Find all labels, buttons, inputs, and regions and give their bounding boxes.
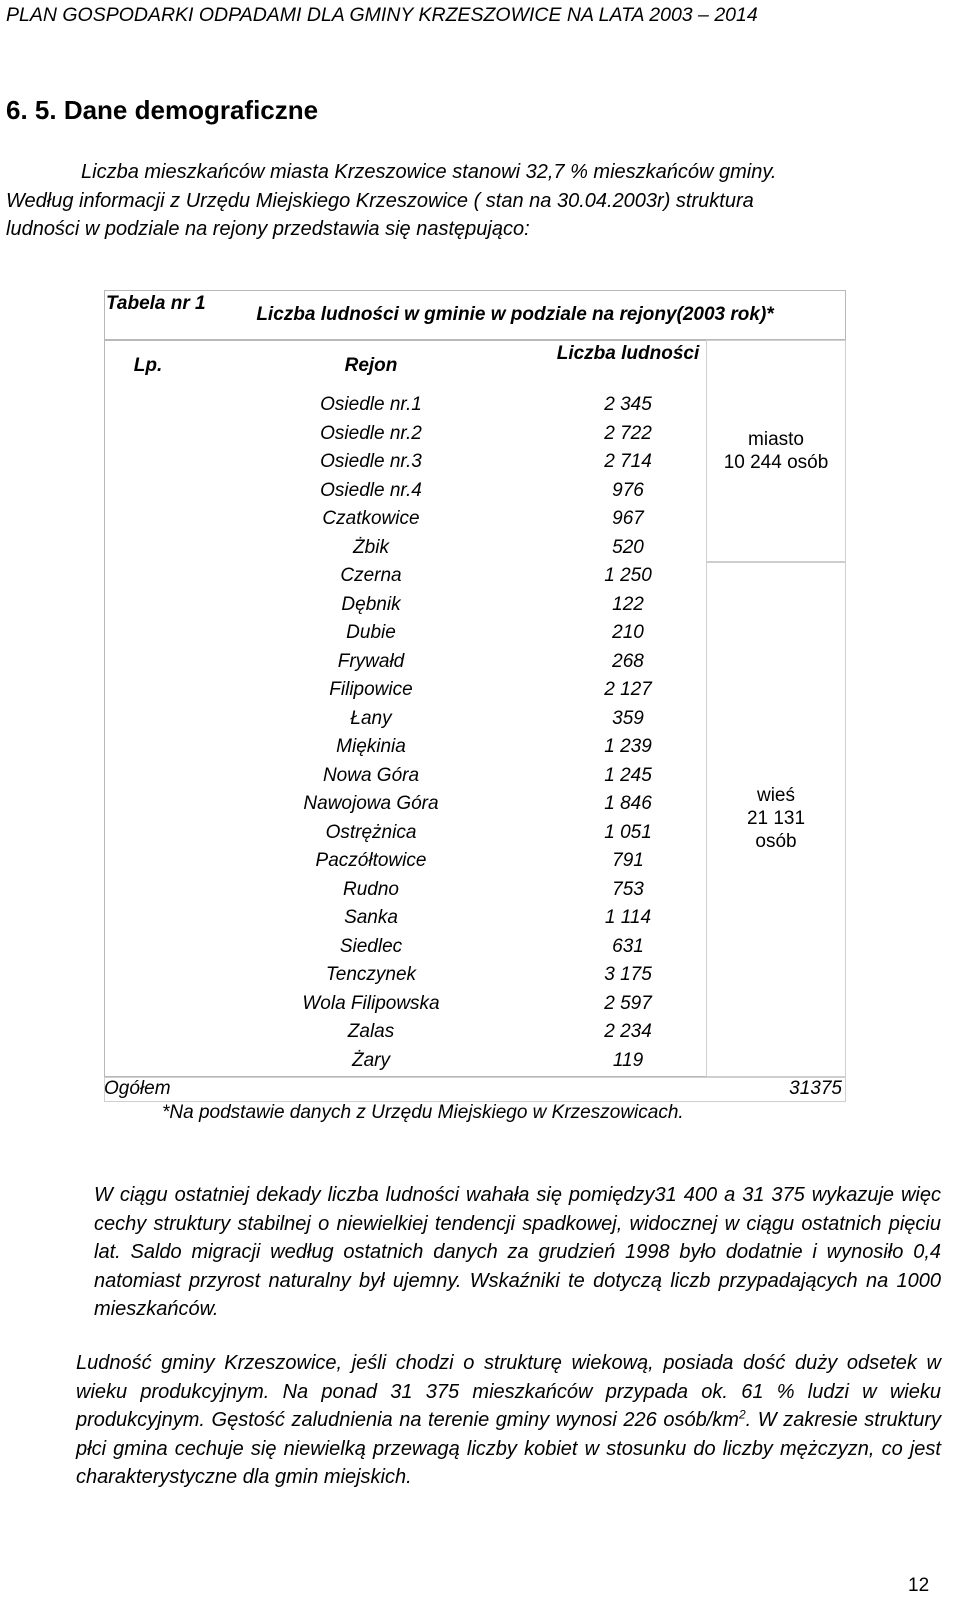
table-row-rejon: Żbik [353, 536, 389, 558]
table-row-liczba: 967 [612, 508, 644, 529]
column-header-liczba: Liczba ludności [556, 343, 700, 364]
table-row-liczba: 2 597 [604, 992, 652, 1014]
table-row-liczba: 2 127 [604, 679, 652, 700]
table-label [106, 292, 206, 315]
table-row-rejon: Sanka [344, 907, 398, 928]
intro-line-1: Liczba mieszkańców miasta Krzeszowice stanowi 32,7 % mieszkańców gminy. [81, 161, 777, 183]
table-row-liczba: 268 [612, 650, 644, 672]
table-row-rejon: Osiedle nr.3 [320, 451, 422, 472]
table-row-rejon: Osiedle nr.1 [320, 394, 422, 415]
table-row-liczba: 122 [612, 593, 644, 615]
table-row-rejon: Tenczynek [325, 964, 417, 985]
table-row-rejon: Paczółtowice [315, 850, 427, 871]
table-row-liczba: 119 [612, 1049, 644, 1071]
table-row-rejon: Siedlec [339, 935, 403, 957]
total-value: 31375 [789, 1078, 842, 1099]
age-structure-text-1: Ludność gminy Krzeszowice, jeśli chodzi o strukturę wiekową, posiada dość duży odsetek w wieku produkcyjnym. Na ponad 31 375 mieszkańców przypada ok. 61 % ludzi w wieku produkcyjnym. Gęstość zaludnienia na terenie gminy wynosi 226 osób/km [76, 1352, 941, 1431]
intro-line-2: Według informacji z Urzędu Miejskiego Krzeszowice ( stan na 30.04.2003r) struktura [6, 189, 754, 212]
table-row-liczba: 359 [612, 707, 644, 729]
total-label: Ogółem [104, 1078, 171, 1099]
table-row-rejon: Rudno [343, 878, 399, 900]
table-row-rejon: Czerna [340, 565, 402, 586]
miasto-label: miasto [748, 429, 804, 450]
table-row-liczba: 210 [612, 622, 644, 643]
table-row-liczba: 2 345 [604, 394, 652, 415]
table-row-liczba: 791 [612, 850, 644, 871]
table-row-rejon: Miękinia [336, 736, 406, 757]
table-row-liczba: 1 114 [604, 907, 652, 928]
table-label-text: Tabela nr 1 [106, 293, 206, 314]
table-row-rejon: Nowa Góra [322, 764, 420, 786]
table-row-liczba: 2 722 [604, 422, 652, 444]
table-row-liczba: 3 175 [604, 964, 652, 985]
paragraph-population-trend-text: W ciągu ostatniej dekady liczba ludności wahała się pomiędzy31 400 a 31 375 wykazuje więc cechy struktury stabilnej o niewielkiej tendencji spadkowej, widocznej w ciągu ostatnich pięciu lat. Saldo migracji według ostatnich danych za grudzień 1998 było dodatnie i wynosiło 0,4 natomiast przyrost naturalny był ujemny. Wskaźniki te dotyczą liczb przypadających na 1000 mieszkańców. [94, 1184, 941, 1320]
intro-line-3: ludności w podziale na rejony przedstawia się następująco: [6, 218, 530, 240]
table-row-liczba: 2 714 [604, 451, 652, 472]
table-row-rejon: Wola Filipowska [302, 992, 440, 1014]
table-row-rejon: Filipowice [329, 679, 413, 700]
table-row-liczba: 1 051 [604, 821, 652, 843]
age-structure-text-2: . W zakresie struktury płci gmina cechuje się niewielką przewagą liczby kobiet w stosunku do liczby mężczyzn, co jest charakterystyczne dla gmin miejskich. [76, 1409, 941, 1488]
table-row-liczba: 1 239 [604, 736, 652, 757]
table-row-rejon: Dębnik [341, 593, 401, 615]
table-row-rejon: Dubie [346, 622, 396, 643]
table-row-liczba: 631 [612, 935, 644, 957]
table-row-rejon: Żary [352, 1049, 390, 1071]
paragraph-age-structure-text [6, 1349, 941, 1492]
section-title: 6. 5. Dane demograficzne [6, 95, 319, 125]
table-row-rejon: Ostrężnica [325, 821, 417, 843]
column-header-rejon: Rejon [344, 355, 398, 376]
table-row-rejon: Zalas [347, 1021, 395, 1042]
table-row-rejon: Osiedle nr.4 [320, 479, 422, 501]
table-row-rejon: Osiedle nr.2 [320, 422, 422, 444]
miasto-count: 10 244 osób [723, 452, 829, 473]
superscript-2: 2 [738, 1407, 746, 1422]
page-number: 12 [908, 1575, 930, 1596]
table-row-liczba: 1 250 [604, 565, 652, 586]
paragraph-age-structure [6, 1349, 941, 1492]
table-row-liczba: 520 [612, 536, 644, 558]
table-row-liczba: 753 [612, 878, 644, 900]
wies-count: 21 131 [746, 808, 806, 829]
table-footnote: *Na podstawie danych z Urzędu Miejskiego w Krzeszowicach. [162, 1102, 684, 1123]
table-row-liczba: 1 245 [604, 764, 652, 786]
wies-label: wieś [756, 785, 795, 806]
table-row-rejon: Łany [350, 707, 392, 729]
miasto-summary [708, 428, 844, 474]
column-header-lp: Lp. [133, 355, 163, 376]
wies-summary [708, 784, 844, 853]
table-row-rejon: Czatkowice [322, 508, 420, 529]
table-row-rejon: Nawojowa Góra [303, 793, 439, 814]
wies-unit: osób [755, 831, 797, 852]
document-header: PLAN GOSPODARKI ODPADAMI DLA GMINY KRZESZOWICE NA LATA 2003 – 2014 [6, 4, 758, 26]
paragraph-population-trend [6, 1181, 941, 1324]
table-row-liczba: 2 234 [604, 1021, 652, 1042]
total-row-border [104, 1077, 846, 1102]
table-caption: Liczba ludności w gminie w podziale na rejony(2003 rok)* [256, 304, 774, 325]
table-row-rejon: Frywałd [337, 650, 405, 672]
table-row-liczba: 976 [612, 479, 644, 501]
table-row-liczba: 1 846 [604, 793, 652, 814]
intro-paragraph [6, 158, 941, 244]
